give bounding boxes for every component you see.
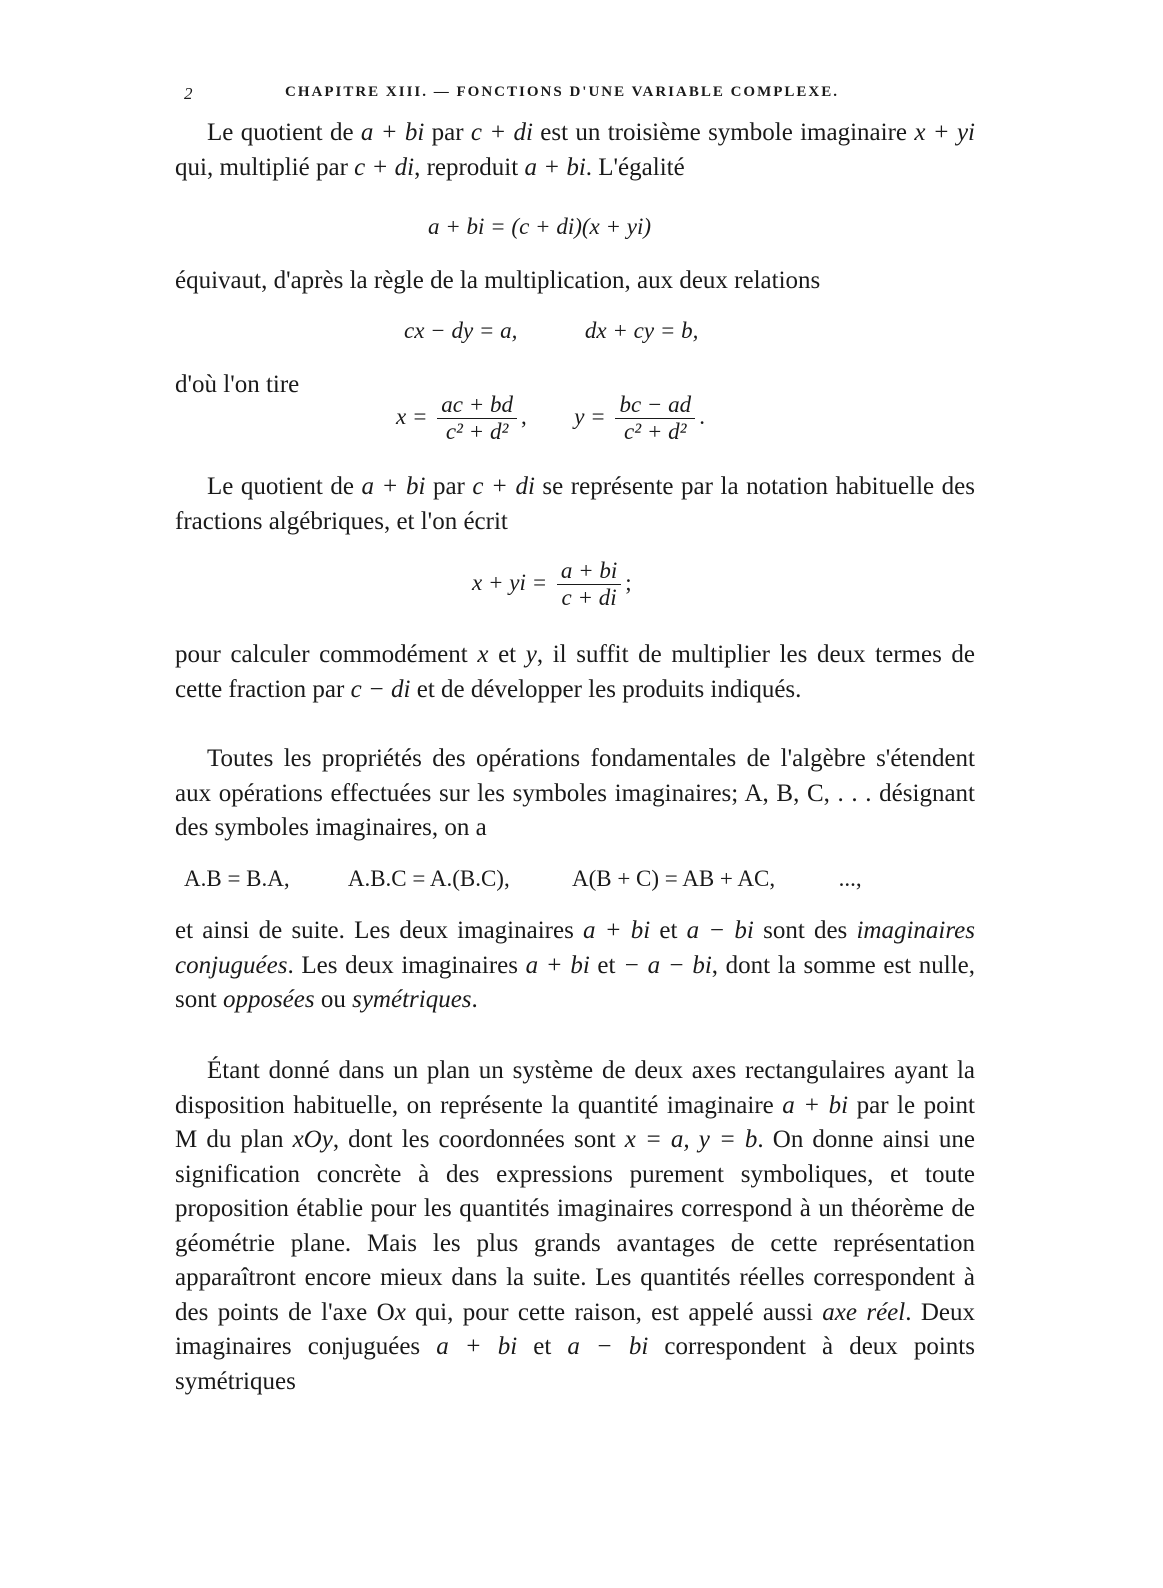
identity-distributive: A(B + C) = AB + AC,	[571, 866, 776, 891]
equation-2	[404, 318, 698, 344]
running-header	[180, 80, 990, 110]
identity-ellipsis: ...,	[838, 866, 862, 891]
y-denominator: c² + d²	[624, 419, 687, 444]
identity-associative: A.B.C = A.(B.C),	[347, 866, 510, 891]
paragraph-7: et ainsi de suite. Les deux imaginaires a + bi et a − bi sont des imaginaires conjuguées. Les deux imaginaires a + bi et − a − bi, dont la somme est nulle, sont opposées ou symétriques.	[175, 917, 976, 1013]
paragraph-8: Étant donné dans un plan un système de deux axes rectangulaires ayant la disposition habituelle, on représente la quantité imaginaire a + bi par le point M du plan xOy, dont les coordonnées sont x = a, y = b. On donne ainsi une signification concrète à des expressions purement symboliques, et toute proposition établie pour les quantités imaginaires correspond à un théorème de géométrie plane. Mais les plus grands avantages de cette représentation apparaîtront encore mieux dans la suite. Les quantités réelles correspondent à des points de l'axe Ox qui, pour cette raison, est appelé aussi axe réel. Deux imaginaires conjuguées a + bi et a − bi correspondent à deux points symétriques	[175, 1057, 976, 1395]
equation-4-fraction	[557, 558, 621, 611]
equation-2-left: cx − dy = a,	[404, 318, 518, 343]
chapter-title: CHAPITRE XIII. — FONCTIONS D'UNE VARIABLE COMPLEXE.	[285, 84, 840, 100]
equation-4-denominator: c + di	[561, 585, 617, 610]
equation-2-right: dx + cy = b,	[584, 318, 699, 343]
paragraph-6: Toutes les propriétés des opérations fondamentales de l'algèbre s'étendent aux opérations effectuées sur les symboles imaginaires; A, B, C, . . . désignant des symboles imaginaires, on a	[175, 745, 975, 841]
equation-1: a + bi = (c + di)(x + yi)	[428, 214, 652, 239]
y-fraction	[615, 392, 695, 445]
x-fraction	[437, 392, 517, 445]
y-numerator: bc − ad	[615, 392, 695, 419]
equation-3: x = $\frac{ac + bd}{\text{c² + d²}}$ , y = $\frac{bc - ad}{\text{c² + d²}}$ .	[396, 392, 705, 444]
equation-4-lhs: x + yi =	[472, 569, 548, 595]
page-number: 2	[184, 84, 195, 103]
equation-4: x + yi = $\frac{a + bi}{c + di}$ ;	[472, 558, 632, 610]
x-numerator: ac + bd	[437, 392, 517, 419]
identity-commutative: A.B = B.A,	[184, 866, 290, 891]
paragraph-3: d'où l'on tire	[175, 371, 300, 398]
x-denominator: c² + d²	[445, 419, 509, 444]
equation-5	[184, 866, 862, 892]
equation-4-numerator: a + bi	[557, 558, 621, 585]
paragraph-5: pour calculer commodément x et y, il suffit de multiplier les deux termes de cette fraction par c − di et de développer les produits indiqués.	[175, 641, 976, 703]
x-lhs: x =	[396, 403, 428, 429]
paragraph-2: équivaut, d'après la règle de la multiplication, aux deux relations	[175, 267, 821, 294]
y-lhs: y =	[574, 403, 606, 429]
paragraph-4: Le quotient de a + bi par c + di se représente par la notation habituelle des fractions algébriques, et l'on écrit	[175, 473, 975, 535]
paragraph-1: Le quotient de a + bi par c + di est un troisième symbole imaginaire x + yi qui, multiplié par c + di, reproduit a + bi. L'égalité	[175, 119, 975, 181]
